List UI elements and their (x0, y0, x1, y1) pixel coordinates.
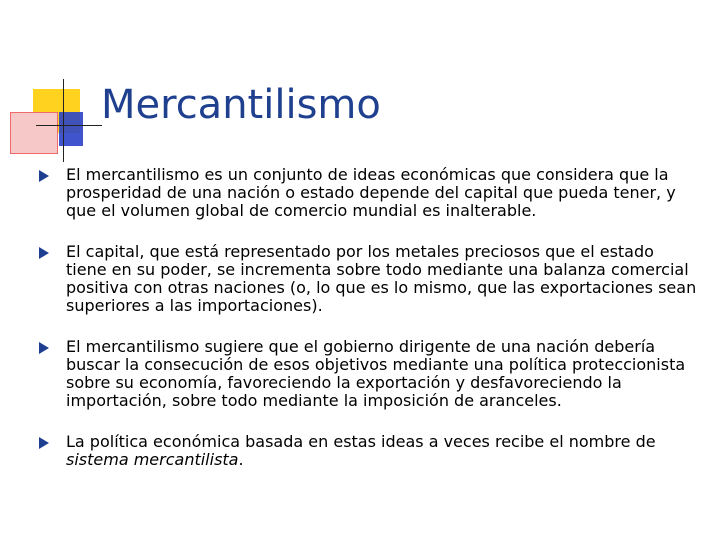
slide-title: Mercantilismo (101, 82, 381, 128)
bullet-arrow-icon (39, 247, 49, 259)
bullet-text (66, 433, 699, 469)
bullet-text-italic: sistema mercantilista (66, 450, 239, 469)
deco-horizontal-line (36, 125, 102, 126)
bullet-arrow-icon (39, 170, 49, 182)
bullet-text: El mercantilismo sugiere que el gobierno dirigente de una nación debería buscar la consecución de esos objetivos mediante una política proteccionista sobre su economía, favoreciendo la exportación y desfavoreciendo la importación, sobre todo mediante la imposición de aranceles. (66, 337, 686, 410)
bullet-arrow-icon (39, 342, 49, 354)
deco-vertical-line (63, 79, 64, 162)
bullet-text: El capital, que está representado por los metales preciosos que el estado tiene en su poder, se incrementa sobre todo mediante una balanza comercial positiva con otras naciones (o, lo que es lo mismo, que las exportaciones sean superiores a las importaciones). (66, 242, 697, 315)
bullet-item (39, 166, 699, 220)
deco-pink-square (10, 112, 58, 154)
bullet-item (39, 338, 699, 410)
bullet-text: El mercantilismo es un conjunto de ideas económicas que considera que la prosperidad de una nación o estado depende del capital que pueda tener, y que el volumen global de comercio mundial es inalterable. (66, 165, 676, 220)
bullet-list (39, 166, 699, 492)
bullet-arrow-icon (39, 437, 49, 449)
bullet-text-after: . (238, 450, 244, 469)
bullet-item (39, 433, 699, 469)
bullet-item (39, 243, 699, 315)
bullet-text-before: La política económica basada en estas ideas a veces recibe el nombre de (66, 432, 656, 451)
